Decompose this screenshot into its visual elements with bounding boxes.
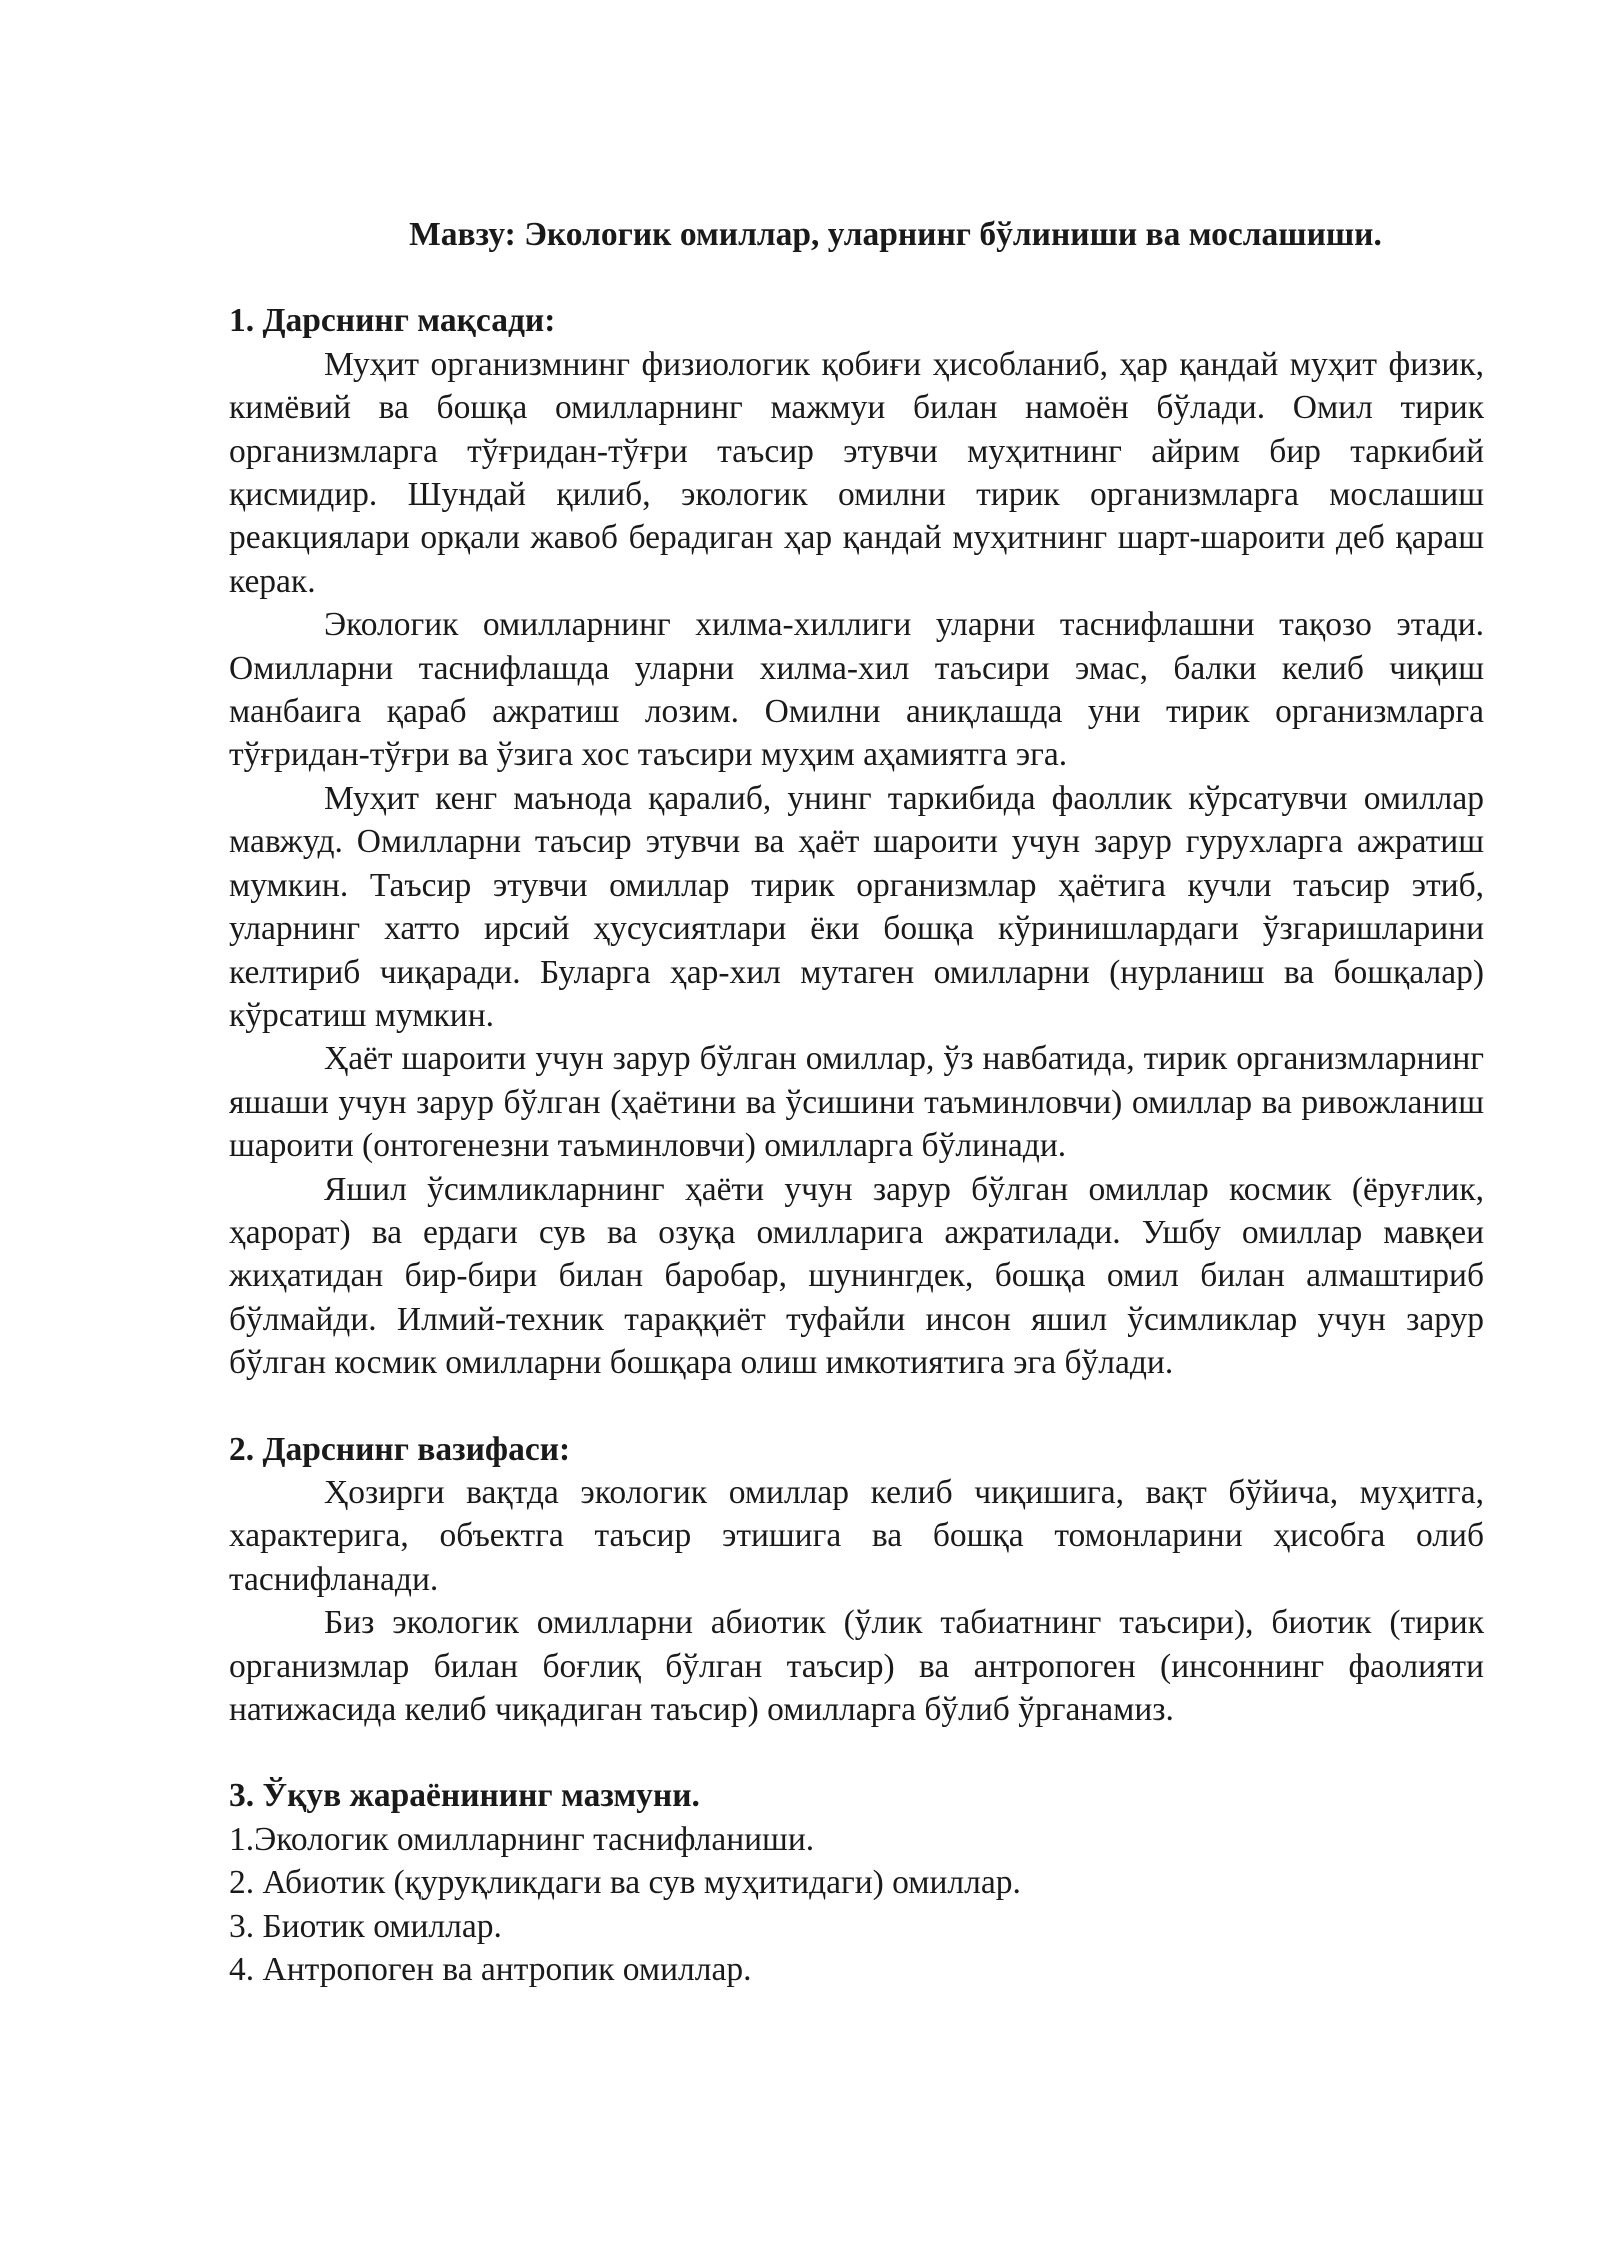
section-spacer <box>229 1731 1484 1774</box>
list-item: 4. Антропоген ва антропик омиллар. <box>229 1951 752 1989</box>
section-heading: 3. Ўқув жараёнининг мазмуни. <box>229 1777 700 1815</box>
document-content <box>229 213 1484 1991</box>
section-heading: 1. Дарснинг мақсади: <box>229 302 556 340</box>
list-item: 3. Биотик омиллар. <box>229 1907 502 1945</box>
paragraph: Яшил ўсимликларнинг ҳаёти учун зарур бўлган омиллар космик (ёруғлик, ҳарорат) ва ердаги сув ва озуқа омилларига ажратилади. Ушбу омиллар мавқеи жиҳатидан бир-бири билан баробар, шунингдек, бошқа омил билан алмаштириб бўлмайди. Илмий-техник тараққиёт туфайли инсон яшил ўсимликлар учун зарур бўлган космик омилларни бошқара олиш имкотиятига эга бўлади. <box>229 1170 1484 1382</box>
section-heading: 2. Дарснинг вазифаси: <box>229 1430 571 1468</box>
document-title: Мавзу: Экологик омиллар, уларнинг бўлиниши ва мослашиши. <box>409 216 1382 253</box>
paragraph: Ҳозирги вақтда экологик омиллар келиб чиқишига, вақт бўйича, муҳитга, характерига, объектга таъсир этишига ва бошқа томонларини ҳисобга олиб таснифланади. <box>229 1473 1484 1598</box>
list-item: 1.Экологик омилларнинг таснифланиши. <box>229 1820 815 1858</box>
paragraph: Муҳит кенг маънода қаралиб, унинг таркибида фаоллик кўрсатувчи омиллар мавжуд. Омилларни таъсир этувчи ва ҳаёт шароити учун зарур гурухларга ажратиш мумкин. Таъсир этувчи омиллар тирик организмлар ҳаётига кучли таъсир этиб, уларнинг хатто ирсий ҳусусиятлари ёки бошқа кўринишлардаги ўзгаришларини келтириб чиқаради. Буларга ҳар-хил мутаген омилларни (нурланиш ва бошқалар) кўрсатиш мумкин. <box>229 779 1484 1034</box>
paragraph: Муҳит организмнинг физиологик қобиғи ҳисобланиб, ҳар қандай муҳит физик, кимёвий ва бошқа омилларнинг мажмуи билан намоён бўлади. Омил тирик организмларга тўғридан-тўғри таъсир этувчи муҳитнинг айрим бир таркибий қисмидир. Шундай қилиб, экологик омилни тирик организмларга мослашиш реакциялари орқали жавоб берадиган ҳар қандай муҳитнинг шарт-шароити деб қараш керак. <box>229 345 1484 600</box>
paragraph: Экологик омилларнинг хилма-хиллиги уларни таснифлашни тақозо этади. Омилларни таснифлашда уларни хилма-хил таъсири эмас, балки келиб чиқиш манбаига қараб ажратиш лозим. Омилни аниқлашда уни тирик организмларга тўғридан-тўғри ва ўзига хос таъсири муҳим аҳамиятга эга. <box>229 606 1484 774</box>
topic-list <box>229 1818 1484 1992</box>
paragraph: Ҳаёт шароити учун зарур бўлган омиллар, ўз навбатида, тирик организмларнинг яшаши учун зарур бўлган (ҳаётини ва ўсишини таъминловчи) омиллар ва ривожланиш шароити (онтогенезни таъминловчи) омилларга бўлинади. <box>229 1040 1484 1165</box>
paragraph: Биз экологик омилларни абиотик (ўлик табиатнинг таъсири), биотик (тирик организмлар билан боғлиқ бўлган таъсир) ва антропоген (инсоннинг фаолияти натижасида келиб чиқадиган таъсир) омилларга бўлиб ўрганамиз. <box>229 1604 1484 1728</box>
section-lesson-goal <box>229 299 1484 1384</box>
section-lesson-task <box>229 1428 1484 1732</box>
section-learning-content <box>229 1774 1484 1991</box>
section-spacer <box>229 1385 1484 1428</box>
list-item: 2. Абиотик (қуруқликдаги ва сув муҳитидаги) омиллар. <box>229 1864 1021 1902</box>
